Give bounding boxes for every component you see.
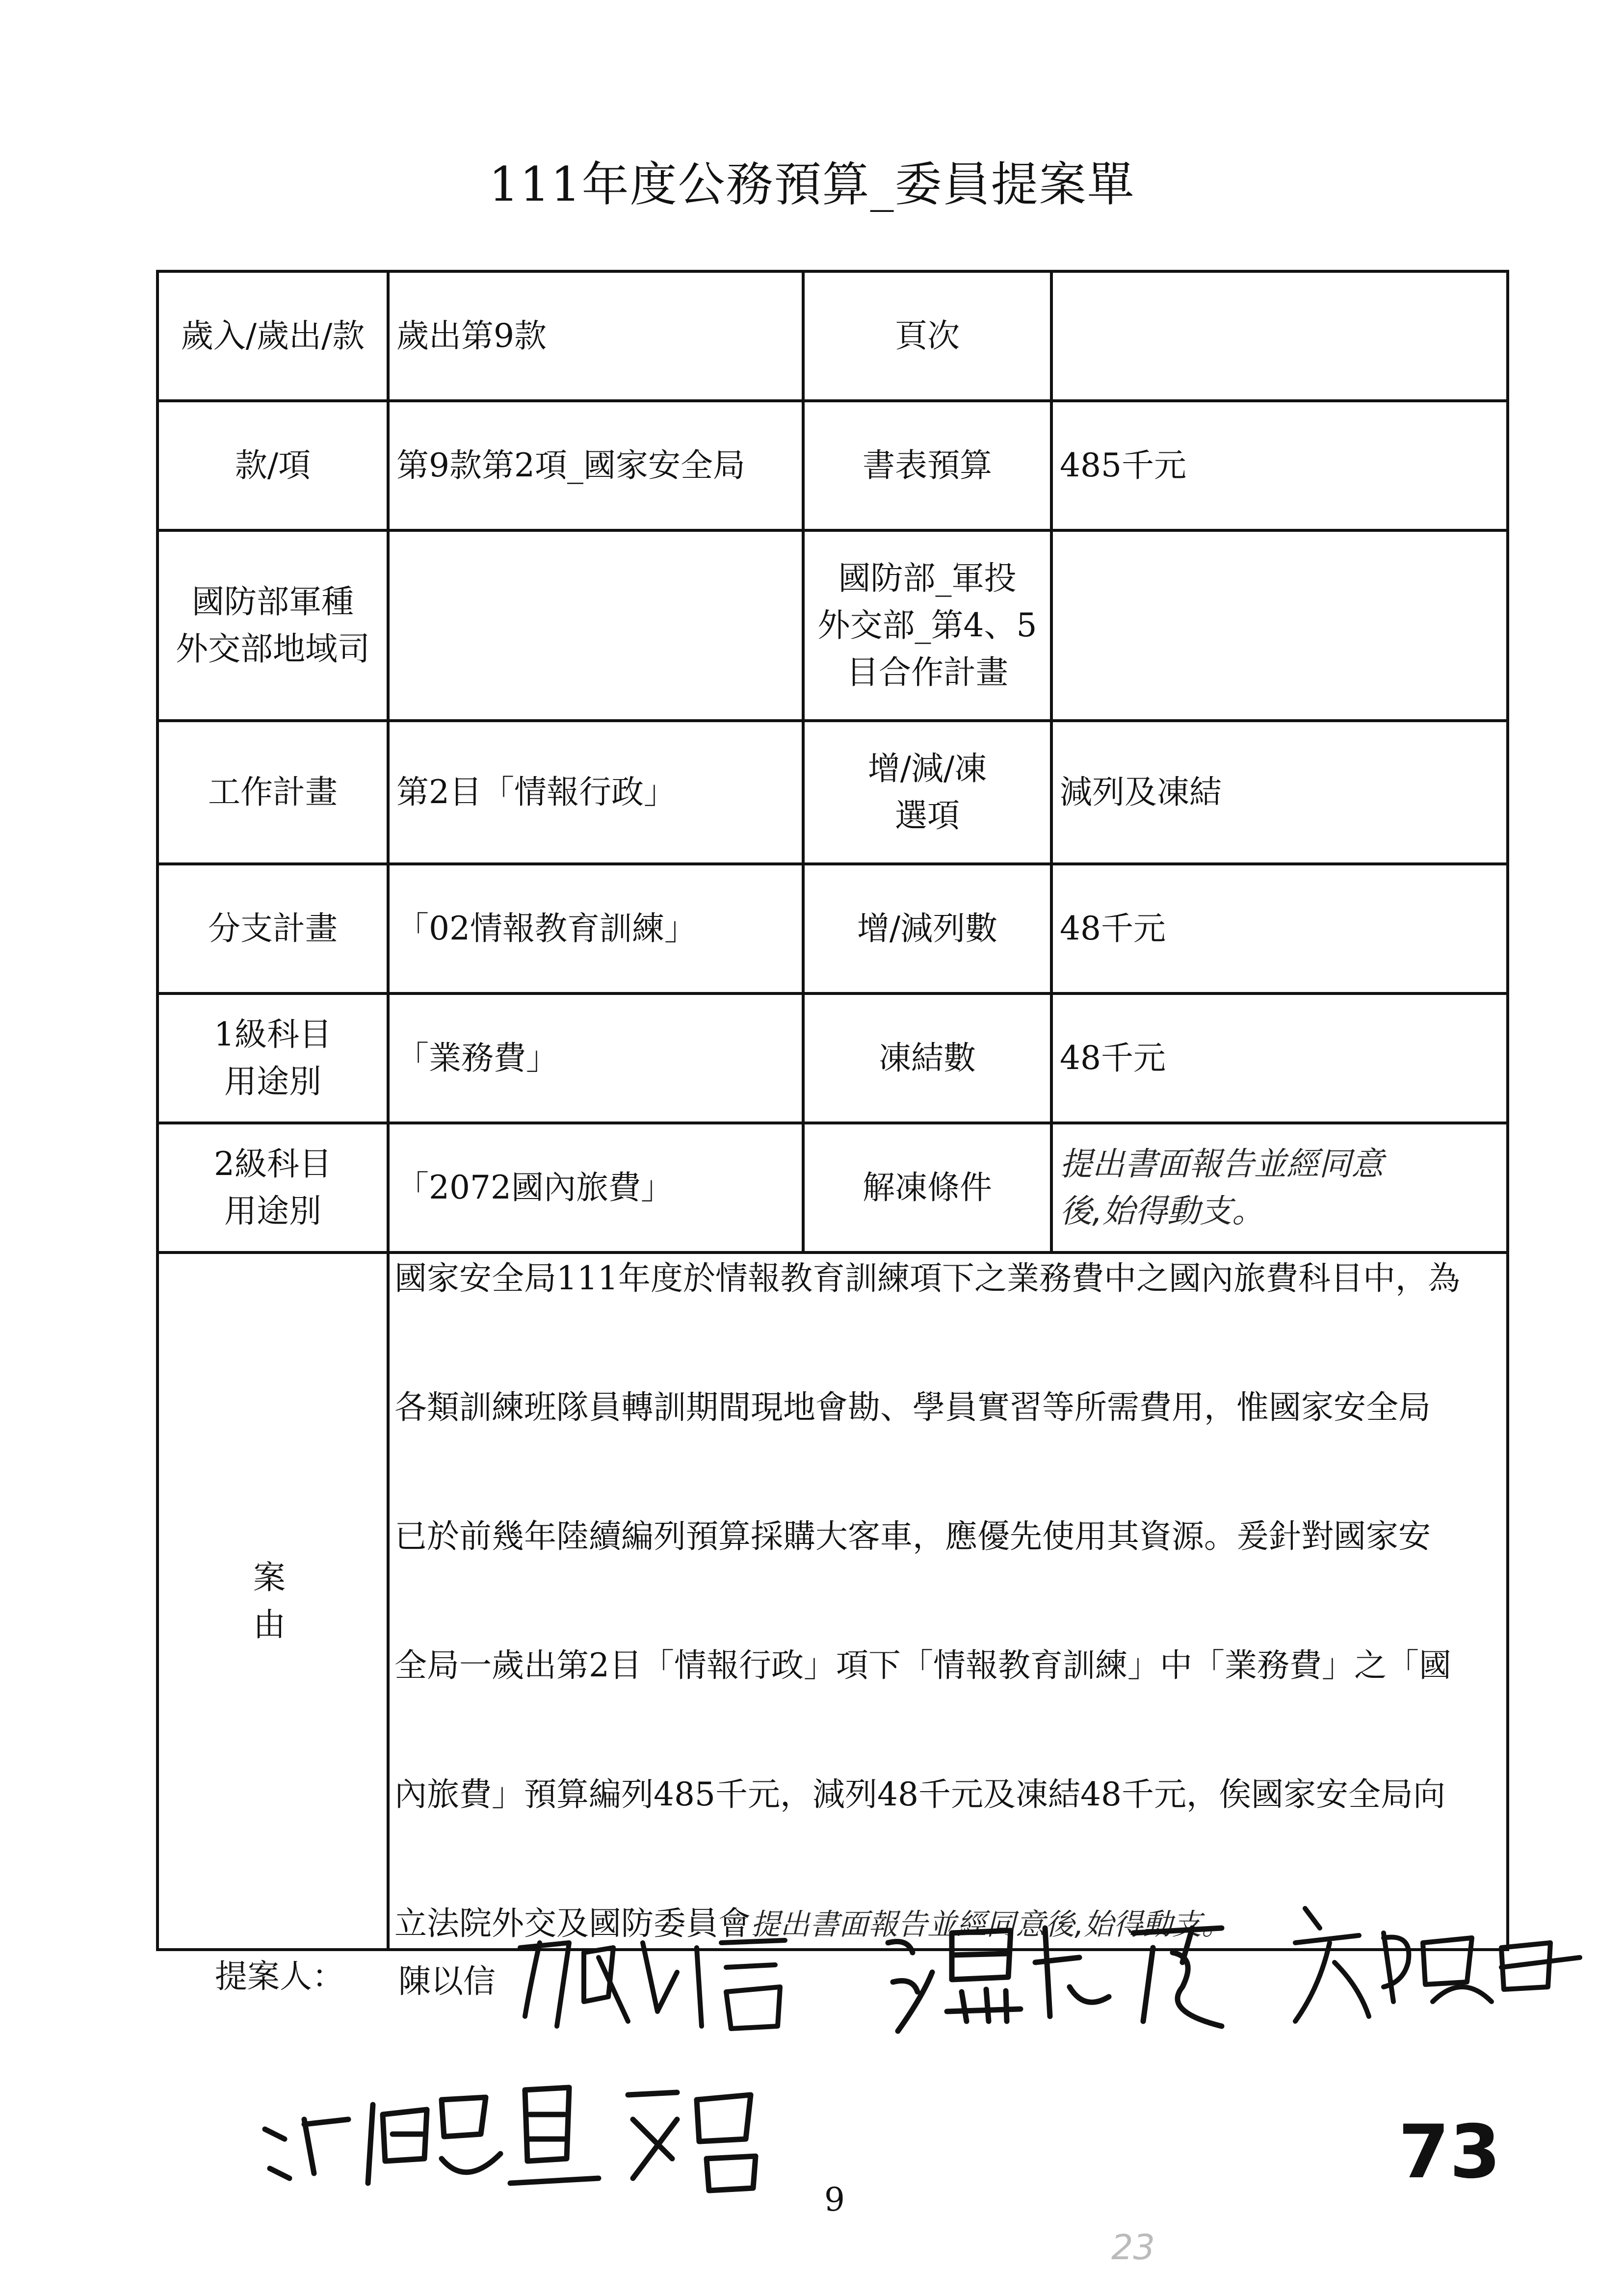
- label-work-plan: 工作計畫: [157, 721, 388, 864]
- reason-line: 國家安全局111年度於情報教育訓練項下之業務費中之國內旅費科目中，為: [394, 1259, 1460, 1297]
- label-adjust-amount: 增/減列數: [803, 864, 1051, 993]
- proposer-label: 提案人：: [215, 1957, 344, 1995]
- row-work-plan: [157, 721, 1508, 864]
- label-ministry-line2: 外交部地域司: [176, 630, 370, 668]
- row-branch-plan: [157, 864, 1508, 993]
- label-coop-line1: 國防部_軍投: [838, 559, 1017, 598]
- label-ministry: [157, 530, 388, 721]
- label-item: 款/項: [157, 401, 388, 530]
- row-reason: [157, 1252, 1508, 1950]
- reason-line: 全局一歲出第2目「情報行政」項下「情報教育訓練」中「業務費」之「國: [394, 1646, 1451, 1684]
- value-cooperation-plan: [1051, 530, 1508, 721]
- value-item: 第9款第2項_國家安全局: [388, 401, 803, 530]
- reason-line: 內旅費」預算編列485千元，減列48千元及凍結48千元，俟國家安全局向: [394, 1775, 1445, 1813]
- unfreeze-line1: 提出書面報告並經同意: [1060, 1145, 1384, 1183]
- label-level2-line2: 用途別: [224, 1192, 321, 1230]
- value-adjust-amount: 48千元: [1051, 864, 1508, 993]
- value-book-budget: 485千元: [1051, 401, 1508, 530]
- value-unfreeze-condition: [1051, 1123, 1508, 1252]
- label-adjust-option: [803, 721, 1051, 864]
- value-budget-type: 歲出第9款: [388, 271, 803, 401]
- page-number: 9: [824, 2181, 845, 2218]
- label-coop-line2: 外交部_第4、5: [817, 606, 1037, 645]
- label-level1-line1: 1級科目: [214, 1016, 332, 1054]
- value-freeze-amount: 48千元: [1051, 993, 1508, 1123]
- label-reason: 案由: [157, 1252, 388, 1950]
- reason-line: 已於前幾年陸續編列預算採購大客車，應優先使用其資源。爰針對國家安: [394, 1517, 1431, 1555]
- value-ministry: [388, 530, 803, 721]
- faint-number: 23: [1111, 2227, 1155, 2268]
- signature-2: [878, 1899, 1261, 2046]
- signature-3: [1285, 1889, 1590, 2036]
- label-branch-plan: 分支計畫: [157, 864, 388, 993]
- label-level1-line2: 用途別: [224, 1063, 321, 1100]
- value-work-plan: 第2目「情報行政」: [388, 721, 803, 864]
- label-unfreeze-condition: 解凍條件: [803, 1123, 1051, 1252]
- signature-1: [510, 1913, 814, 2041]
- row-ministry: [157, 530, 1508, 721]
- label-freeze-amount: 凍結數: [803, 993, 1051, 1123]
- row-level2-subject: [157, 1123, 1508, 1252]
- label-page: 頁次: [803, 271, 1051, 401]
- value-reason: [388, 1252, 1508, 1950]
- value-branch-plan: 「02情報教育訓練」: [388, 864, 803, 993]
- proposal-form-table: [156, 270, 1509, 1951]
- label-coop-line3: 目合作計畫: [846, 653, 1008, 691]
- label-cooperation-plan: [803, 530, 1051, 721]
- row-level1-subject: [157, 993, 1508, 1123]
- proposer-name: 陳以信: [398, 1962, 496, 2000]
- reason-last-handwritten: 提出書面報告並經同意後,始得動支。: [751, 1907, 1231, 1942]
- label-level2-subject: [157, 1123, 388, 1252]
- label-book-budget: 書表預算: [803, 401, 1051, 530]
- stamp-number: 73: [1398, 2110, 1501, 2195]
- value-level2-subject: 「2072國內旅費」: [388, 1123, 803, 1252]
- value-level1-subject: 「業務費」: [388, 993, 803, 1123]
- label-budget-type: 歲入/歲出/款: [157, 271, 388, 401]
- unfreeze-line2: 後,始得動支。: [1060, 1192, 1264, 1230]
- row-budget-type: [157, 271, 1508, 401]
- label-level1-subject: [157, 993, 388, 1123]
- reason-last-printed: 立法院外交及國防委員會: [394, 1905, 751, 1942]
- value-adjust-option: 減列及凍結: [1051, 721, 1508, 864]
- reason-line: 各類訓練班隊員轉訓期間現地會勘、學員實習等所需費用，惟國家安全局: [394, 1388, 1431, 1426]
- label-adjust-line2: 選項: [895, 797, 960, 835]
- label-ministry-line1: 國防部軍種: [192, 583, 354, 621]
- label-adjust-line1: 增/減/凍: [867, 750, 987, 788]
- value-page: [1051, 271, 1508, 401]
- label-level2-line1: 2級科目: [214, 1145, 332, 1183]
- row-item: [157, 401, 1508, 530]
- signature-4: [255, 2061, 844, 2208]
- page-title: 111年度公務預算_委員提案單: [489, 157, 1135, 212]
